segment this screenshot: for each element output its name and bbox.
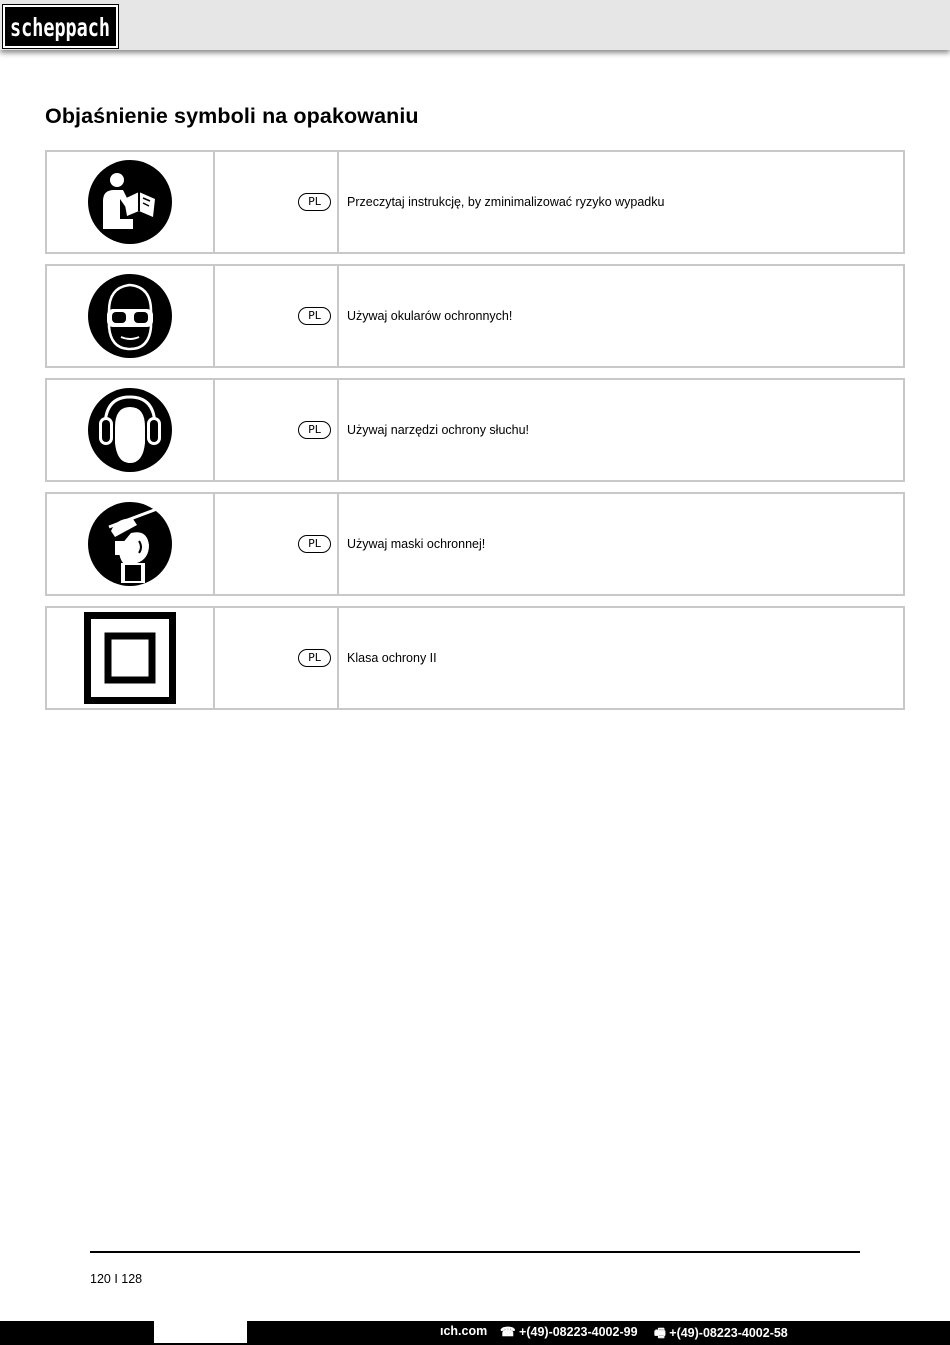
symbol-row (45, 378, 905, 482)
language-cell (215, 152, 339, 252)
read-manual-icon (87, 159, 173, 245)
symbol-cell (47, 152, 215, 252)
symbol-row (45, 492, 905, 596)
safety-goggles-icon (87, 273, 173, 359)
footer-divider (90, 1251, 860, 1253)
language-badge: PL (298, 649, 331, 667)
language-cell (215, 266, 339, 366)
symbol-row (45, 606, 905, 710)
phone-number: ☎ +(49)-08223-4002-99 (500, 1325, 638, 1339)
symbol-description: Używaj maski ochronnej! (347, 537, 486, 551)
language-badge: PL (298, 421, 331, 439)
symbol-row (45, 150, 905, 254)
page-title: Objaśnienie symboli na opakowaniu (45, 104, 419, 128)
symbol-row (45, 264, 905, 368)
fax-number: 🖷 +(49)-08223-4002-58 (654, 1326, 788, 1340)
language-cell (215, 494, 339, 594)
contact-bar (0, 1321, 950, 1345)
symbol-description: Używaj narzędzi ochrony słuchu! (347, 423, 530, 437)
contact-bar-gap (154, 1321, 247, 1343)
page-number: 120 I 128 (90, 1272, 143, 1286)
language-badge: PL (298, 307, 331, 325)
protection-class-ii-icon (84, 612, 176, 704)
language-badge: PL (298, 193, 331, 211)
hearing-protection-icon (87, 387, 173, 473)
symbol-description: Klasa ochrony II (347, 651, 437, 665)
website-link[interactable]: ıch.com (440, 1324, 488, 1338)
logo-text: scheppach (10, 13, 110, 42)
dust-mask-icon (87, 501, 173, 587)
scheppach-logo (3, 5, 118, 48)
symbol-cell (47, 380, 215, 480)
header-bar (0, 0, 950, 50)
symbol-description: Przeczytaj instrukcję, by zminimalizować ryzyko wypadku (347, 195, 665, 209)
language-cell (215, 608, 339, 708)
symbol-cell (47, 494, 215, 594)
symbol-cell (47, 608, 215, 708)
symbol-cell (47, 266, 215, 366)
language-badge: PL (298, 535, 331, 553)
symbol-description: Używaj okularów ochronnych! (347, 309, 513, 323)
symbol-table (45, 150, 905, 720)
language-cell (215, 380, 339, 480)
